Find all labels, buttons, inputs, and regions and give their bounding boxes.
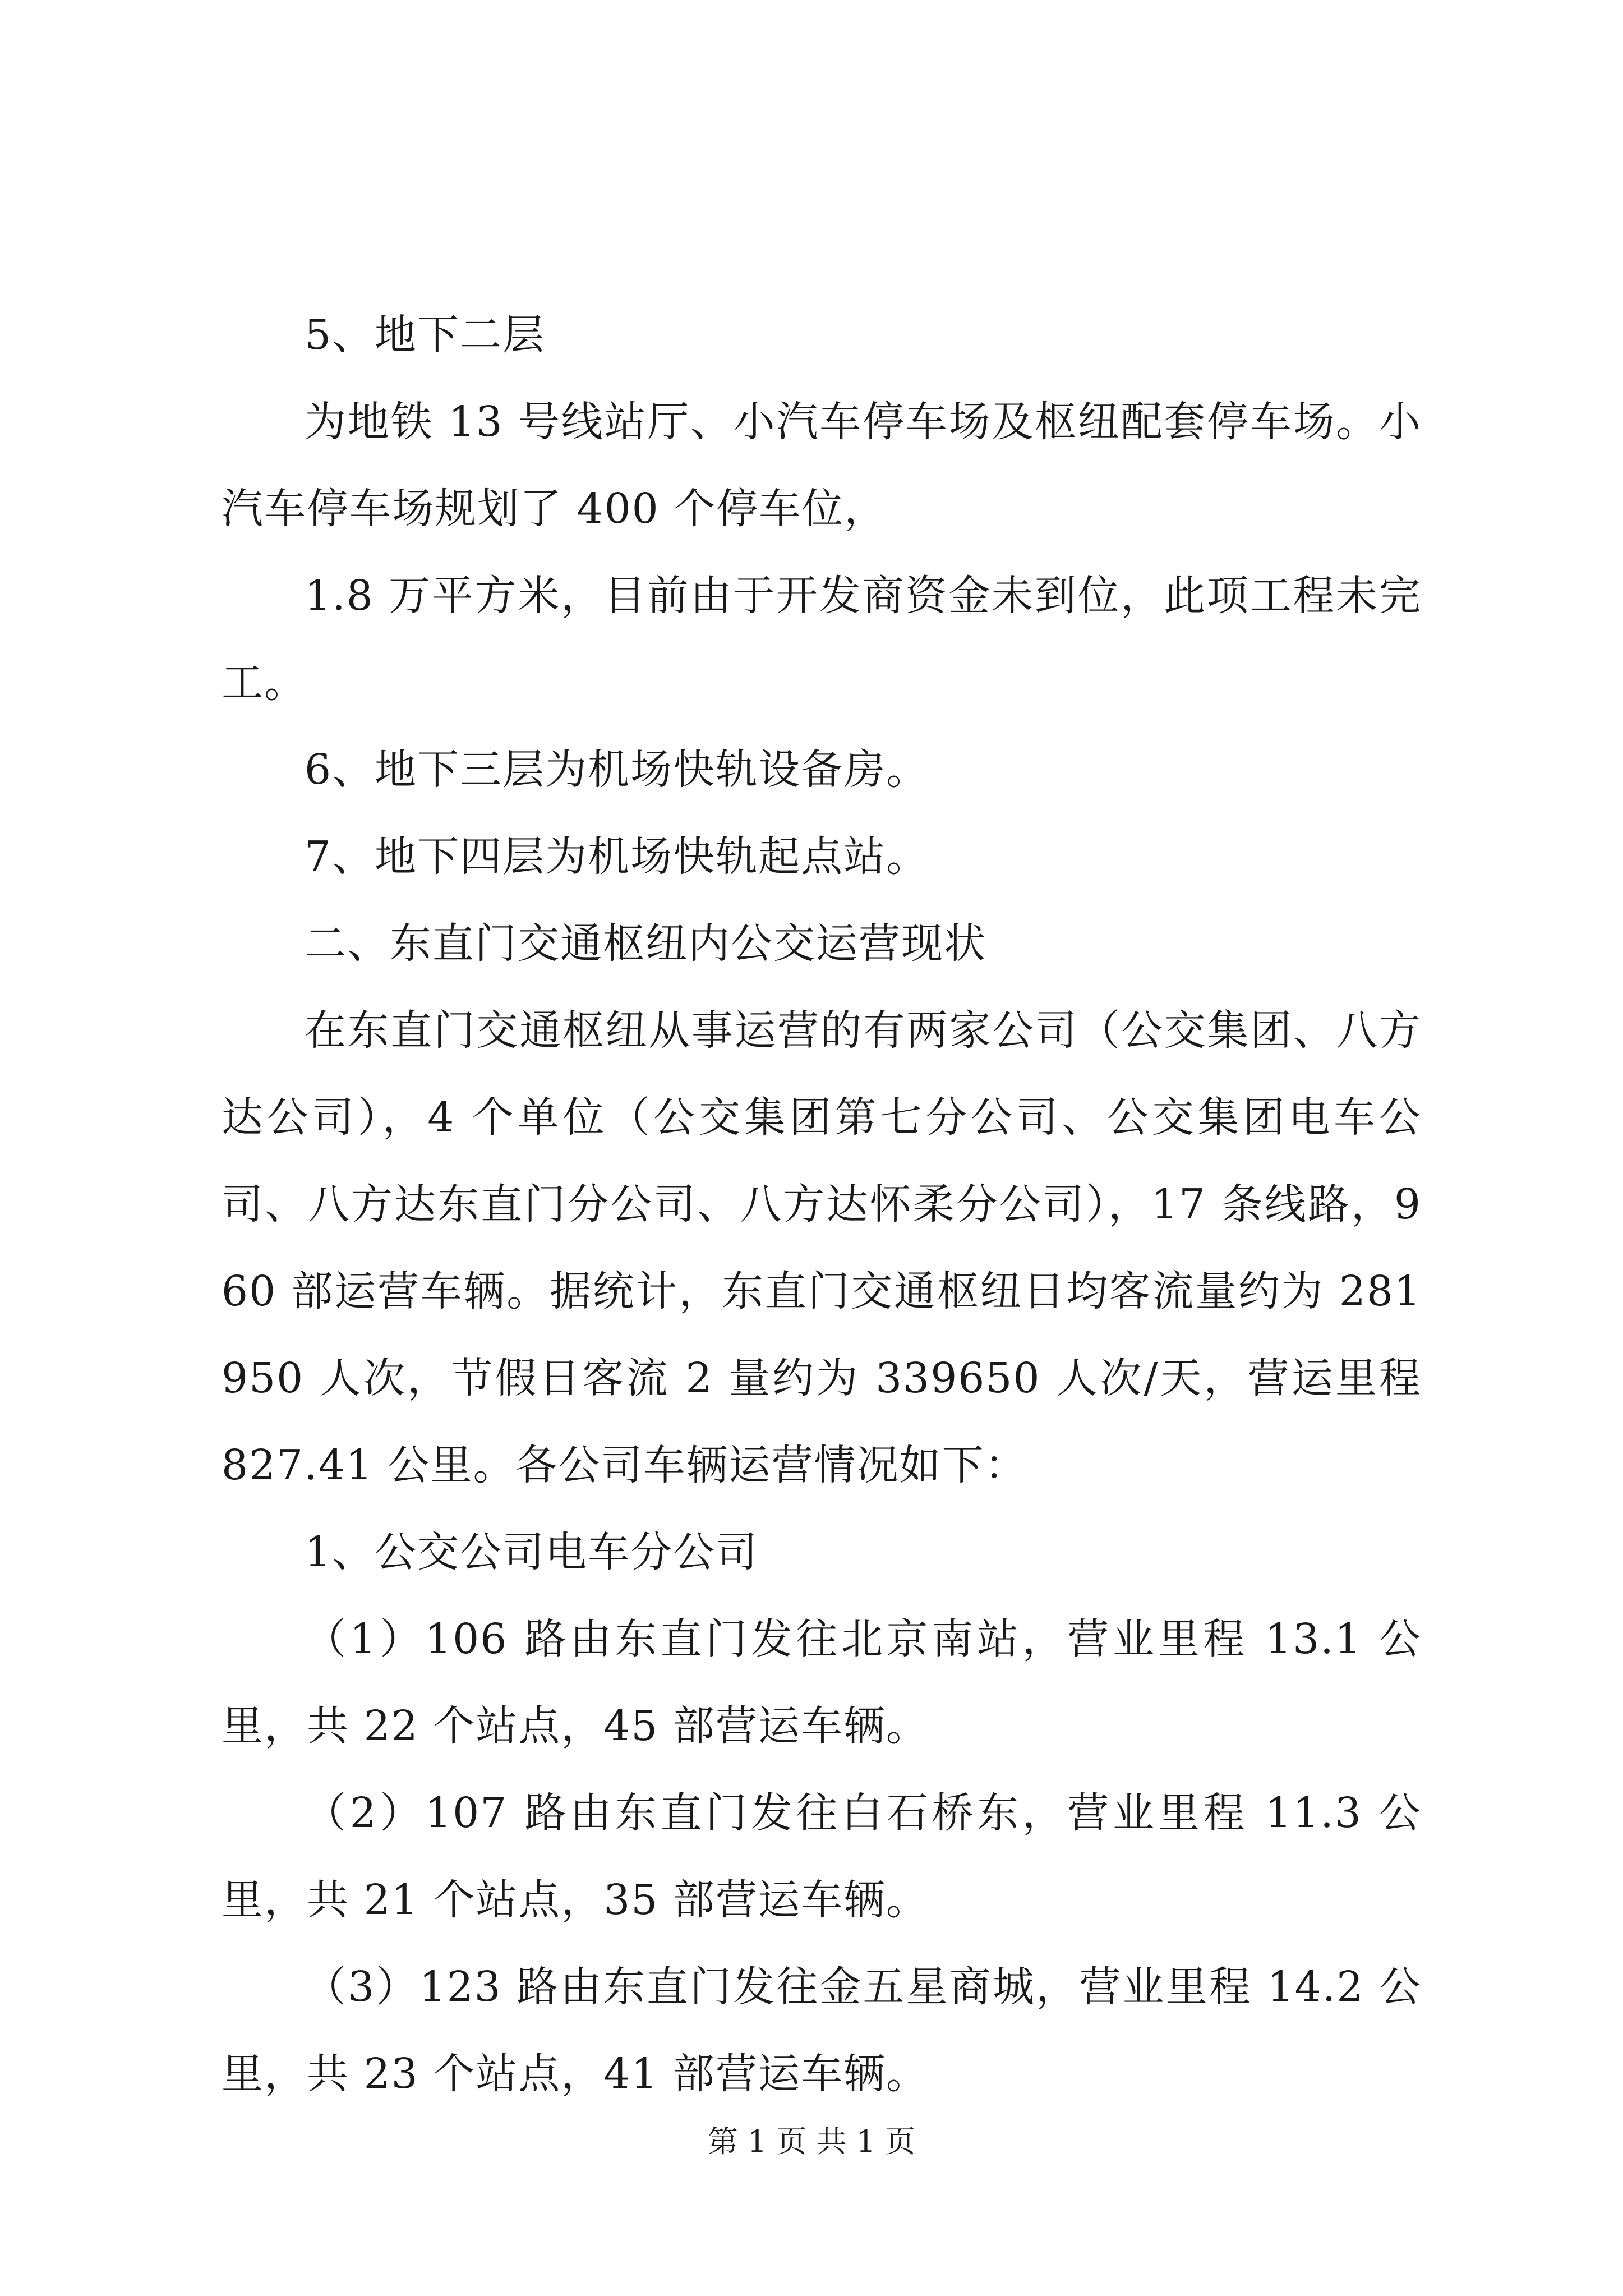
paragraph: 在东直门交通枢纽从事运营的有两家公司（公交集团、八方达公司），4 个单位（公交集团第七分公司、公交集团电车公司、八方达东直门分公司、八方达怀柔分公司），17 条线路，960 部运营车辆。据统计，东直门交通枢纽日均客流量约为 281950 人次，节假日客流 2 量约为 339650 人次/天，营运里程 827.41 公里。各公司车辆运营情况如下：: [222, 1006, 1422, 1489]
paragraph: 6、地下三层为机场快轨设备房。: [305, 746, 929, 794]
page-footer: 第 1 页 共 1 页: [707, 2124, 916, 2159]
paragraph: 7、地下四层为机场快轨起点站。: [305, 832, 929, 881]
document-body: [222, 292, 1422, 2118]
subsection-heading: 1、公交公司电车分公司: [305, 1528, 759, 1576]
list-item: （1）106 路由东直门发往北京南站，营业里程 13.1 公里，共 22 个站点，45 部营运车辆。: [222, 1615, 1422, 1750]
list-item: （2）107 路由东直门发往白石桥东，营业里程 11.3 公里，共 21 个站点，35 部营运车辆。: [222, 1789, 1422, 1924]
paragraph: 5、地下二层: [305, 311, 546, 359]
section-heading: 二、东直门交通枢纽内公交运营现状: [305, 919, 986, 968]
list-item: （3）123 路由东直门发往金五星商城，营业里程 14.2 公里，共 23 个站点，41 部营运车辆。: [222, 1963, 1422, 2098]
paragraph: 1.8 万平方米，目前由于开发商资金未到位，此项工程未完工。: [222, 572, 1422, 707]
paragraph: 为地铁 13 号线站厅、小汽车停车场及枢纽配套停车场。小汽车停车场规划了 400 个停车位，: [222, 398, 1422, 533]
